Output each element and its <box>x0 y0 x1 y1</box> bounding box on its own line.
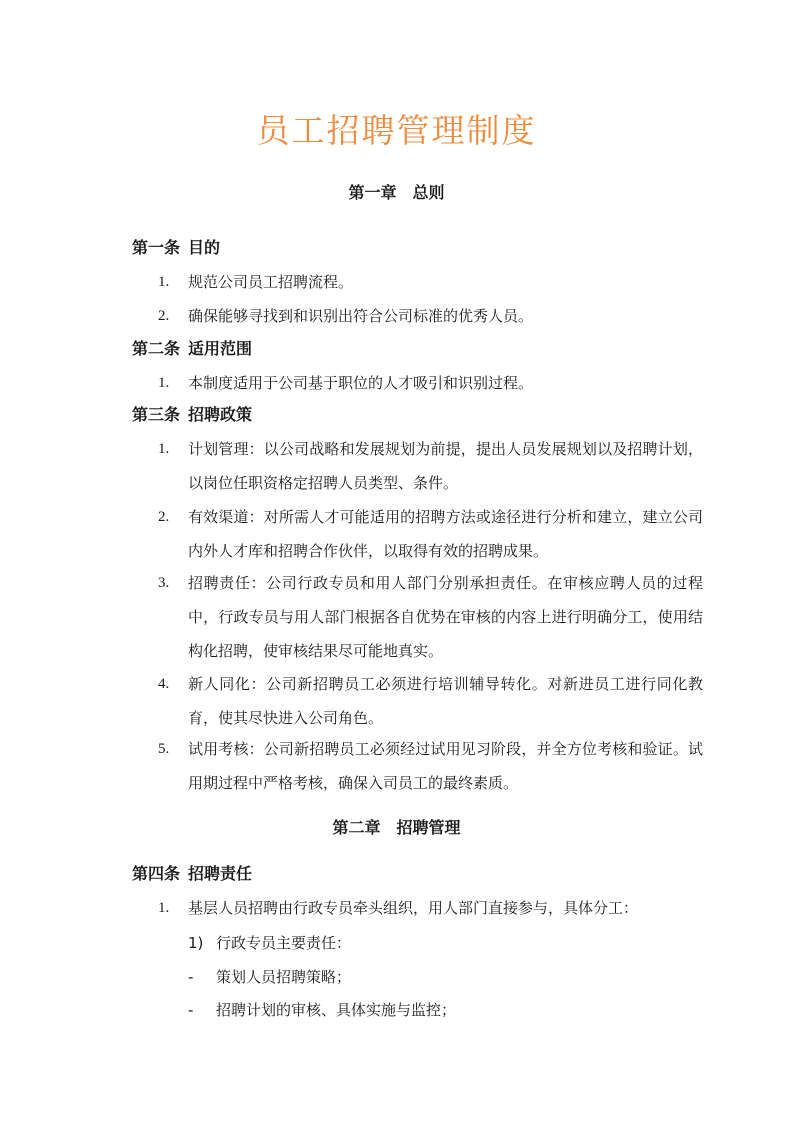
chapter-label: 第二章 <box>332 818 381 837</box>
article-name: 目的 <box>188 238 221 257</box>
article-label: 第二条 <box>132 339 181 358</box>
chapter-heading <box>0 181 793 205</box>
article-name: 招聘责任 <box>188 864 253 883</box>
list-text: 基层人员招聘由行政专员牵头组织，用人部门直接参与，具体分工： <box>188 899 639 917</box>
article-heading <box>132 862 252 886</box>
list-text: 招聘责任：公司行政专员和用人部门分别承担责任。在审核应聘人员的过程中，行政专员与用人部门根据各自优势在审核的内容上进行明确分工，使用结构化招聘，使审核结果尽可能地真实。 <box>188 574 703 660</box>
list-text: 本制度适用于公司基于职位的人才吸引和识别过程。 <box>188 374 534 392</box>
list-text: 试用考核：公司新招聘员工必须经过试用见习阶段，并全方位考核和验证。试用期过程中严格考核，确保入司员工的最终素质。 <box>188 740 703 792</box>
article-label: 第三条 <box>132 405 181 424</box>
article-heading <box>132 337 252 361</box>
chapter-label: 第一章 <box>348 183 397 202</box>
article-label: 第一条 <box>132 238 181 257</box>
list-number: 2. <box>158 509 170 525</box>
list-number: 3. <box>158 575 170 591</box>
list-number: 1. <box>158 900 170 916</box>
list-text: 规范公司员工招聘流程。 <box>188 273 354 291</box>
bullet-text: 策划人员招聘策略； <box>216 968 352 986</box>
bullet-mark: - <box>188 968 194 986</box>
chapter-heading <box>0 816 793 840</box>
article-label: 第四条 <box>132 864 181 883</box>
article-heading <box>132 236 220 260</box>
list-text: 确保能够寻找到和识别出符合公司标准的优秀人员。 <box>188 307 534 325</box>
list-number: 1. <box>158 441 170 457</box>
bullet-mark: - <box>188 1001 194 1019</box>
list-text: 有效渠道：对所需人才可能适用的招聘方法或途径进行分析和建立，建立公司内外人才库和招聘合作伙伴，以取得有效的招聘成果。 <box>188 508 703 560</box>
list-number: 1. <box>158 274 170 290</box>
article-name: 招聘政策 <box>188 405 253 424</box>
article-heading <box>132 403 252 427</box>
chapter-name: 总则 <box>412 183 445 202</box>
list-number: 5. <box>158 741 170 757</box>
bullet-text: 招聘计划的审核、具体实施与监控； <box>216 1001 457 1019</box>
chapter-name: 招聘管理 <box>396 818 461 837</box>
list-number: 2. <box>158 308 170 324</box>
article-name: 适用范围 <box>188 339 253 358</box>
list-text: 计划管理：以公司战略和发展规划为前提，提出人员发展规划以及招聘计划，以岗位任职资格定招聘人员类型、条件。 <box>188 440 703 492</box>
document-title: 员工招聘管理制度 <box>256 111 537 150</box>
sub-heading-text: 行政专员主要责任： <box>216 934 352 952</box>
list-text: 新人同化：公司新招聘员工必须进行培训辅导转化。对新进员工进行同化教育，使其尽快进入公司角色。 <box>188 675 703 727</box>
list-number: 4. <box>158 676 170 692</box>
sub-heading-mark: 1) <box>188 934 204 952</box>
list-number: 1. <box>158 375 170 391</box>
